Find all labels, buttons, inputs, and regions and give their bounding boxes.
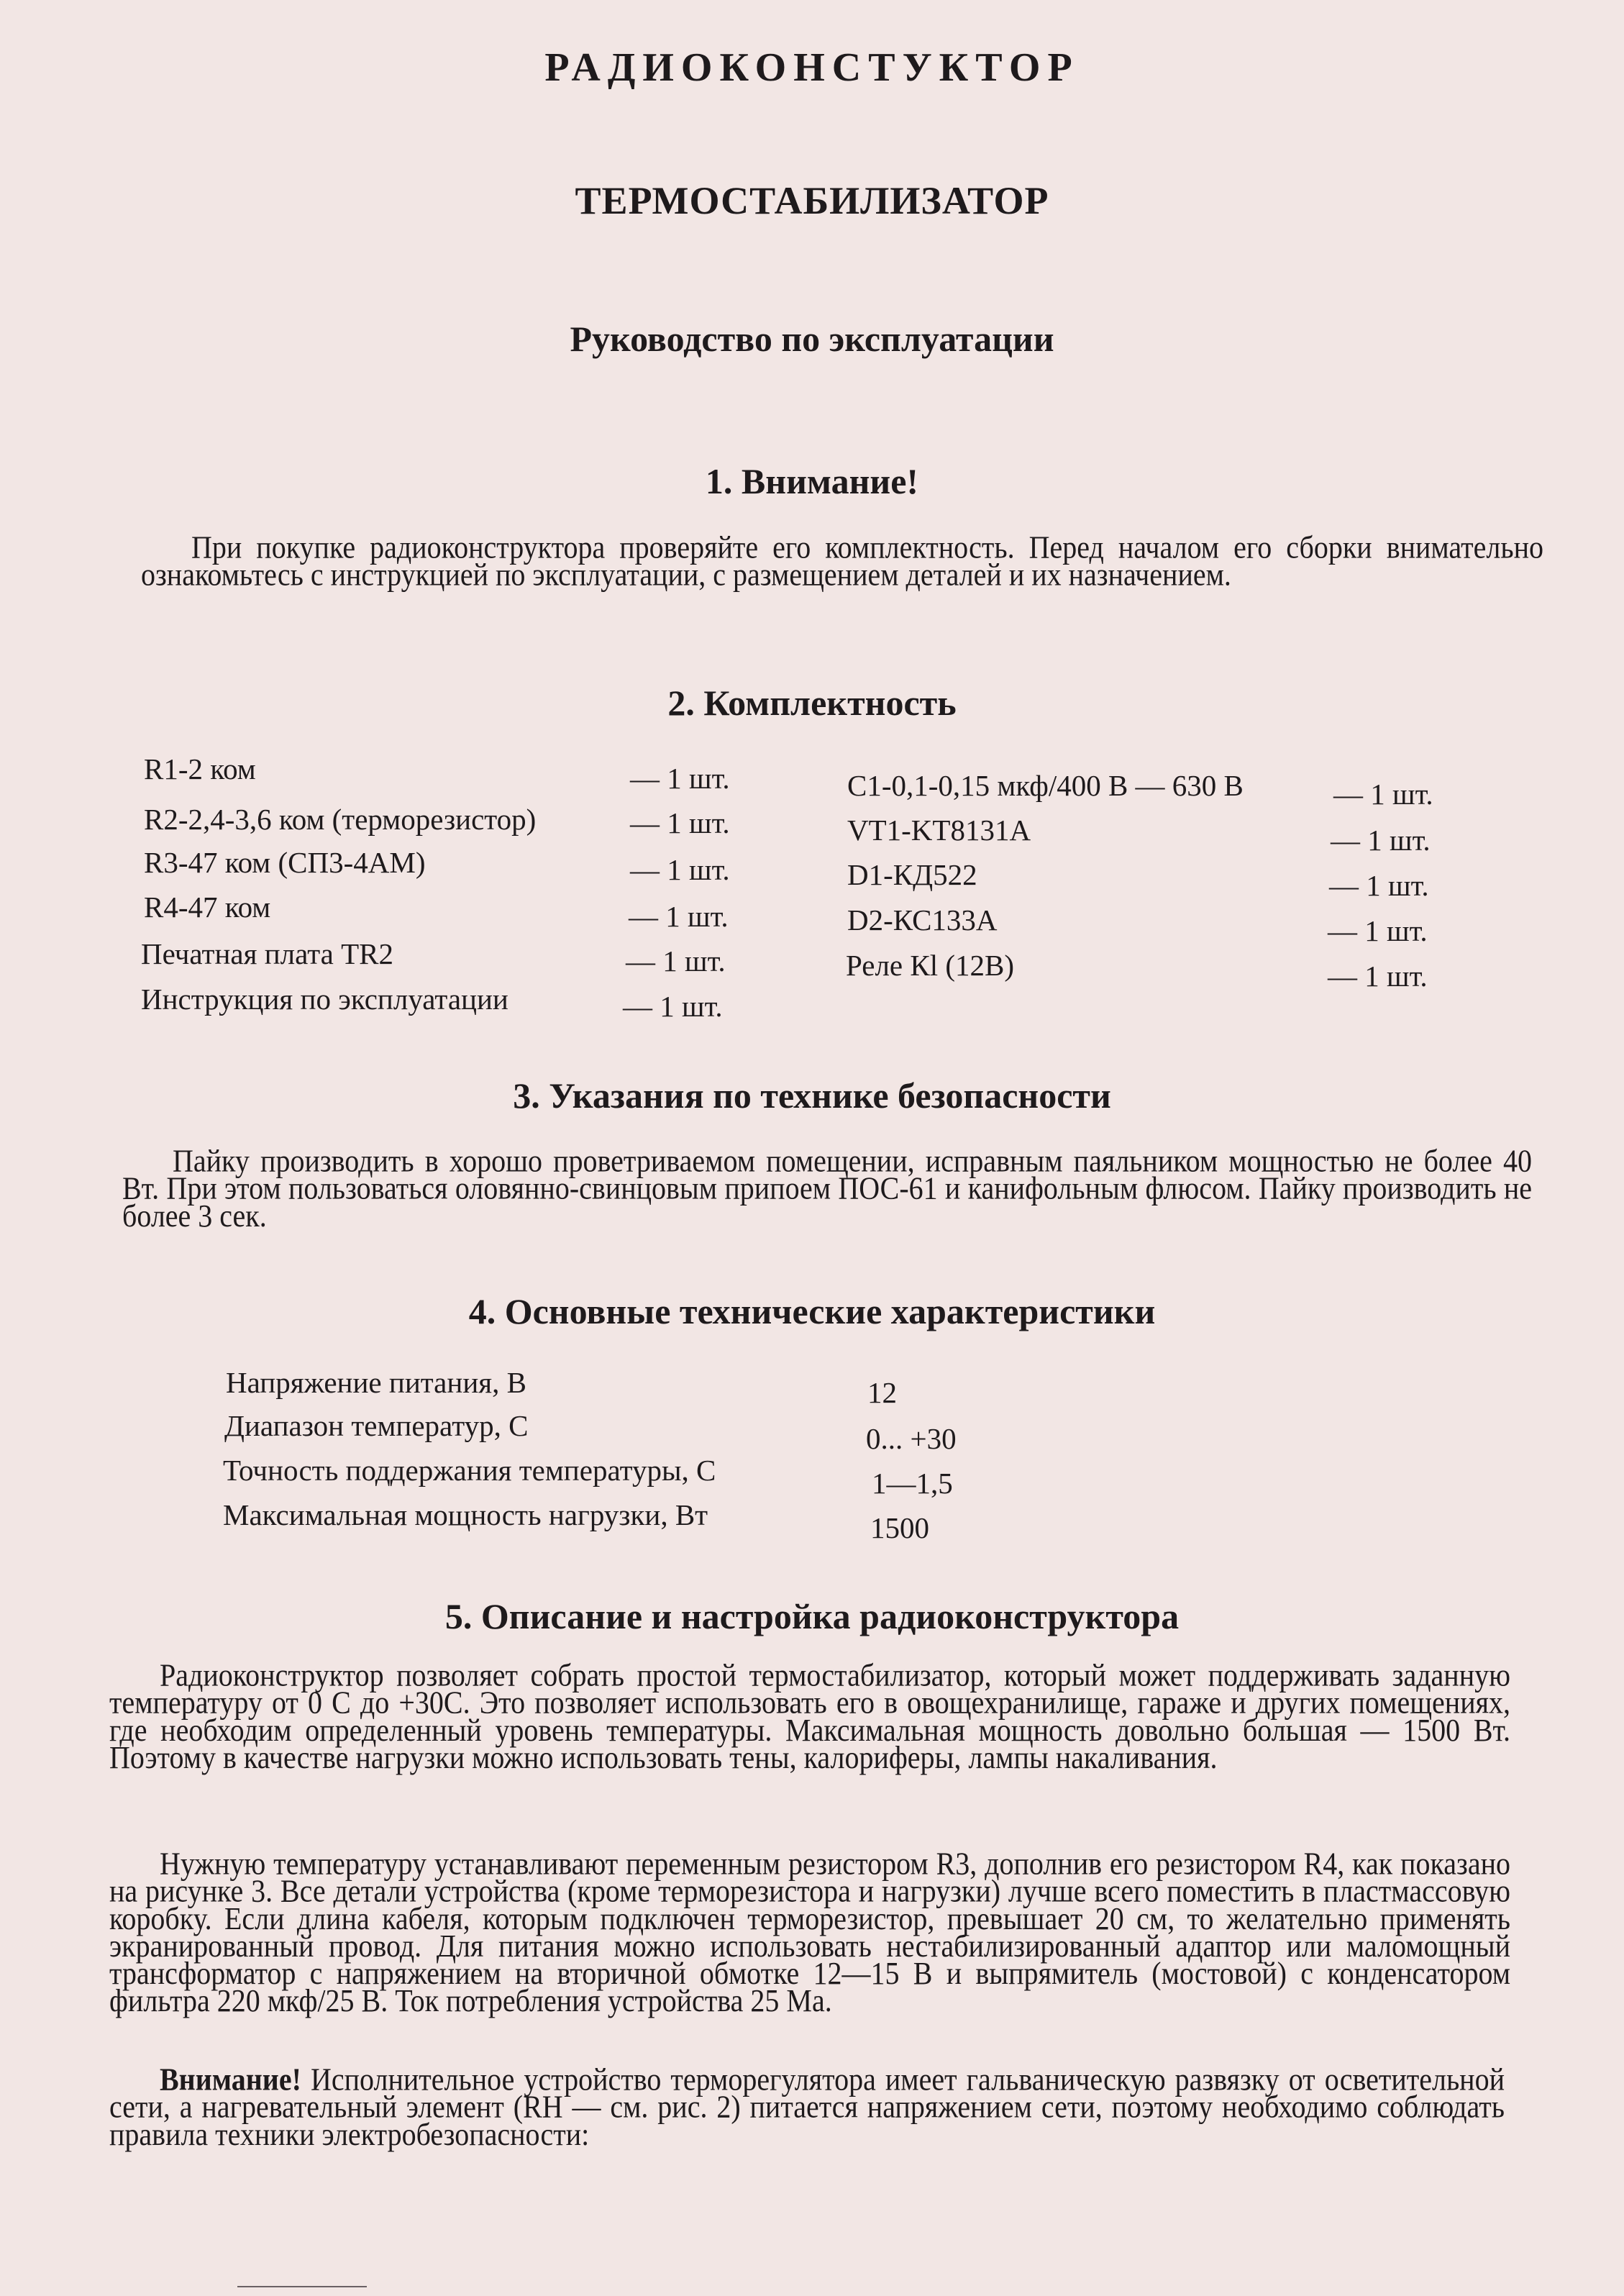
spec-value: 0... +30 [866,1422,957,1455]
spec-value: 12 [867,1376,897,1409]
kit-item-name: D1-КД522 [847,858,977,891]
kit-item-qty: — 1 шт. [626,944,726,978]
kit-item-qty: — 1 шт. [1331,824,1431,857]
kit-item-name: C1-0,1-0,15 мкф/400 В — 630 В [847,769,1244,802]
section-1-text: При покупке радиоконструктора проверяйте его комплектность. Перед началом его сборки внимательно ознакомьтесь с инструкцией по эксплуатации, с размещением деталей и их назначением. [141,529,1543,593]
section-1-heading: 1. Внимание! [705,461,919,501]
spec-label: Максимальная мощность нагрузки, Вт [223,1498,708,1531]
page-bottom-rule [237,2286,367,2287]
section-5-paragraph-1: Радиоконструктор позволяет собрать простой термостабилизатор, который может поддерживать заданную температуру от 0 С до +30С. Это позволяет использовать его в овощехранилище, гараже и других помещениях, где необходим определенный уровень температуры. Максимальная мощность довольно большая — 1500 Вт. Поэтому в качестве нагрузки можно использовать тены, калориферы, лампы накаливания. [109,1657,1510,1775]
kit-item-name: VT1-KT8131A [847,814,1031,847]
section-5-heading: 5. Описание и настройка радиоконструктора [444,1596,1180,1636]
section-3-text: Пайку производить в хорошо проветриваемом помещении, исправным паяльником мощностью не более 40 Вт. При этом пользоваться оловянно-свинцовым припоем ПОС-61 и канифольным флюсом. Пайку производить не более 3 сек. [122,1142,1532,1234]
spec-value: 1—1,5 [872,1467,953,1500]
kit-item-qty: — 1 шт. [1328,960,1428,993]
section-4-heading: 4. Основные технические характеристики [468,1291,1156,1331]
spec-value: 1500 [870,1511,929,1544]
kit-item-name: D2-КС133А [847,903,998,937]
warning-text: Исполнительное устройство терморегулятора имеет гальваническую развязку от осветительной сети, а нагревательный элемент (RH — см. рис. 2) питается напряжением сети, поэтому необходимо соблюдать правила техники электробезопасности: [109,2061,1505,2152]
kit-item-qty: — 1 шт. [630,762,730,795]
document-title: РАДИОКОНСТУКТОР [544,45,1080,90]
kit-item-qty: — 1 шт. [1329,869,1429,902]
kit-item-qty: — 1 шт. [630,853,730,886]
kit-item-qty: — 1 шт. [1328,914,1428,947]
section-3-heading: 3. Указания по технике безопасности [513,1075,1111,1116]
spec-label: Точность поддержания температуры, С [223,1454,716,1487]
kit-item-name: R1-2 ком [144,752,256,785]
kit-item-name: Реле Кl (12В) [846,949,1015,982]
guide-title: Руководство по эксплуатации [570,319,1054,359]
warning-label: Внимание! [160,2061,301,2097]
kit-item-name: R4-47 ком [144,890,271,924]
kit-item-qty: — 1 шт. [623,990,723,1023]
kit-item-name: R3-47 ком (СП3-4АМ) [144,846,426,879]
kit-item-name: Инструкция по эксплуатации [141,983,508,1016]
section-5-paragraph-3 [109,2061,1505,2152]
kit-item-qty: — 1 шт. [630,806,730,839]
kit-item-qty: — 1 шт. [1333,778,1433,811]
spec-label: Диапазон температур, С [224,1409,529,1442]
kit-item-qty: — 1 шт. [629,900,729,933]
spec-label: Напряжение питания, В [226,1366,526,1399]
product-title: ТЕРМОСТАБИЛИЗАТОР [575,179,1049,222]
kit-item-name: R2-2,4-3,6 ком (терморезистор) [144,803,537,836]
section-5-paragraph-2: Нужную температуру устанавливают переменным резистором R3, дополнив его резистором R4, как показано на рисунке 3. Все детали устройства (кроме терморезистора и нагрузки) лучше всего поместить в пластмассовую коробку. Если длина кабеля, которым подключен терморезистор, превышает 20 см, то желательно применять экранированный провод. Для питания можно использовать нестабилизированный адаптор или маломощный трансформатор с напряжением на вторичной обмотке 12—15 В и выпрямитель (мостовой) с конденсатором фильтра 220 мкф/25 В. Ток потребления устройства 25 Ма. [109,1845,1510,2019]
kit-item-name: Печатная плата TR2 [141,937,394,970]
section-2-heading: 2. Комплектность [667,683,957,723]
